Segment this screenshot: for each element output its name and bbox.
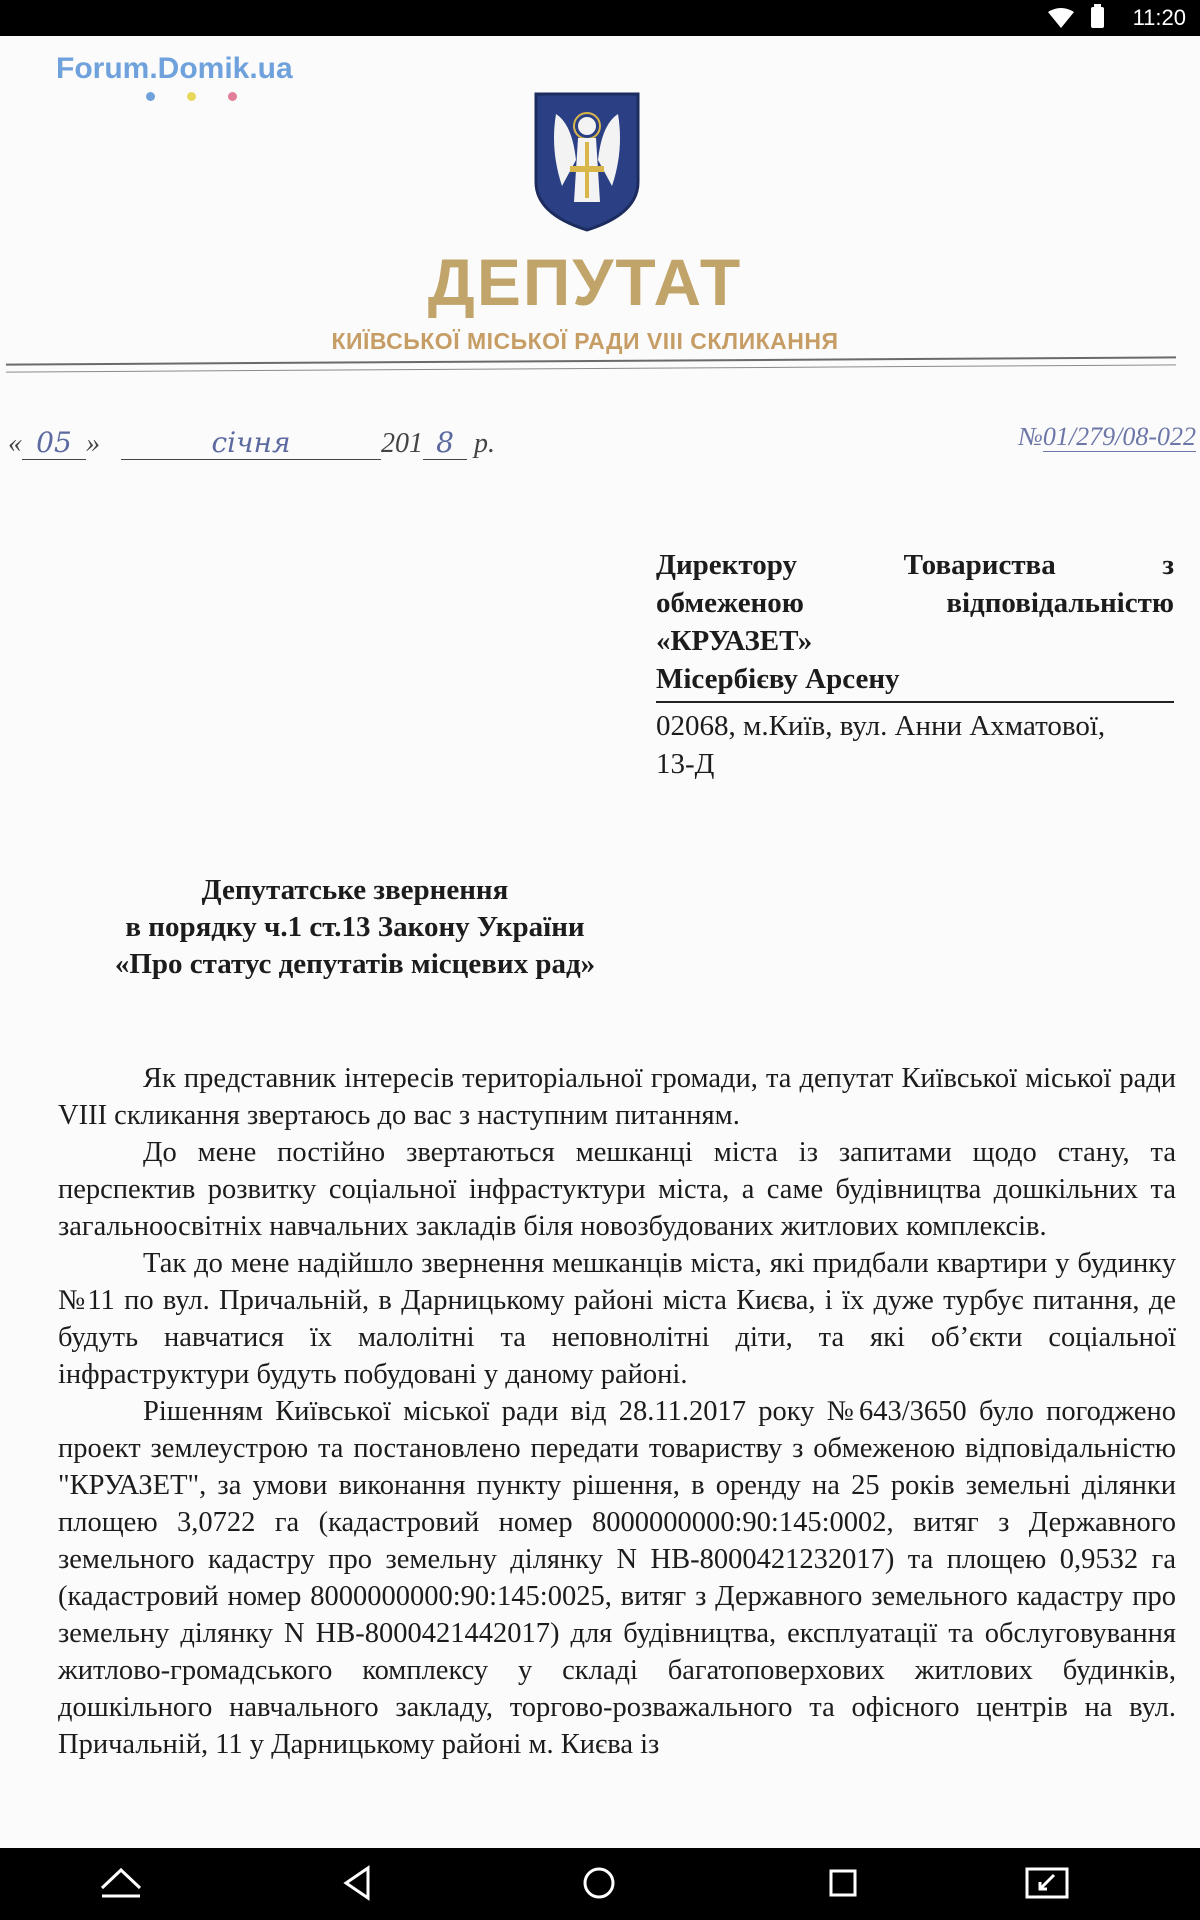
apps-icon[interactable] <box>98 1864 144 1907</box>
paragraph: Як представник інтересів територіальної громади, та депутат Київської міської ради VIII скликання звертаюсь до вас з наступним питанням. <box>58 1063 1176 1131</box>
navigation-bar <box>0 1848 1200 1920</box>
battery-icon <box>1091 7 1104 28</box>
date-year-prefix: 201 <box>381 428 423 459</box>
addressee-person: Місербієву Арсену <box>656 663 900 695</box>
screen-rotate-icon[interactable] <box>1024 1864 1070 1907</box>
paragraph: До мене постійно звертаються мешканці міста із запитами щодо стану, та перспектив розвитку соціальної інфрастуктури міста, а саме будівництва дошкільних та загальноосвітніх навчальних закладів біля новозбудованих житлових комплексів. <box>58 1137 1176 1242</box>
addressee-line: обмеженою відповідальністю <box>656 587 1174 619</box>
kyiv-coat-of-arms-icon <box>532 90 642 237</box>
letter-body <box>58 1060 1176 1763</box>
divider <box>6 356 1176 365</box>
appeal-heading: Депутатське звернення в порядку ч.1 ст.13 Закону України «Про статус депутатів місцевих рад» <box>114 874 596 980</box>
paragraph: Так до мене надійшло звернення мешканців міста, які придбали квартири у будинку №11 по вул. Причальній, в Дарницькому районі міста Києва, і їх дуже турбує питання, де будуть навчатися їх малолітні та неповнолітні діти, та які об’єкти соціальної інфраструктури будуть побудовані у даному районі. <box>58 1248 1176 1390</box>
letter-date: « 05 » січня 201 8 р. <box>8 426 495 459</box>
date-month: січня <box>121 426 381 460</box>
back-icon[interactable] <box>340 1864 374 1907</box>
status-bar <box>0 0 1200 36</box>
addressee-block <box>656 546 1174 783</box>
date-day: 05 <box>22 426 86 460</box>
paragraph: Рішенням Київської міської ради від 28.11.2017 року №643/3650 було погоджено проект землеустрою та постановлено передати товариству з обмеженою відповідальністю "КРУАЗЕТ", за умови виконання пункту рішення, в оренду на 25 років земельні ділянки площею 3,0722 га (кадастровий номер 8000000000:90:145:0002, витяг з Державного земельного кадастру про земельну ділянку N НВ-8000421232017) та площею 0,9532 га (кадастровий номер 8000000000:90:145:0025, витяг з Державного земельного кадастру про земельну ділянку N НВ-8000421442017) для будівництва, експлуатації та обслуговування житлово-громадського комплексу у складі багатоповерхових житлових будинків, дошкільного навчального закладу, торгово-розважального та офісного центрів на вул. Причальній, 11 у Дарницькому районі м. Києва із <box>58 1396 1176 1760</box>
watermark: Forum.Domik.ua <box>56 52 293 85</box>
recents-icon[interactable] <box>826 1864 860 1907</box>
clock: 11:20 <box>1132 5 1186 30</box>
document-page <box>0 36 1200 1848</box>
wifi-icon <box>1048 8 1074 33</box>
date-year-suffix: 8 <box>423 426 467 460</box>
addressee-address: 02068, м.Київ, вул. Анни Ахматової, <box>656 710 1106 742</box>
addressee-address: 13-Д <box>656 748 715 780</box>
watermark-dots <box>146 88 269 106</box>
registration-number: №01/279/08-022 <box>1018 422 1196 451</box>
addressee-line: Директору Товариства з <box>656 549 1175 581</box>
divider <box>656 701 1174 703</box>
addressee-company: «КРУАЗЕТ» <box>656 625 813 657</box>
letterhead-subtitle: КИЇВСЬКОЇ МІСЬКОЇ РАДИ VIII СКЛИКАННЯ <box>331 328 839 354</box>
home-icon[interactable] <box>580 1864 618 1907</box>
divider <box>6 364 1176 372</box>
letterhead-title: ДЕПУТАТ <box>427 245 743 319</box>
